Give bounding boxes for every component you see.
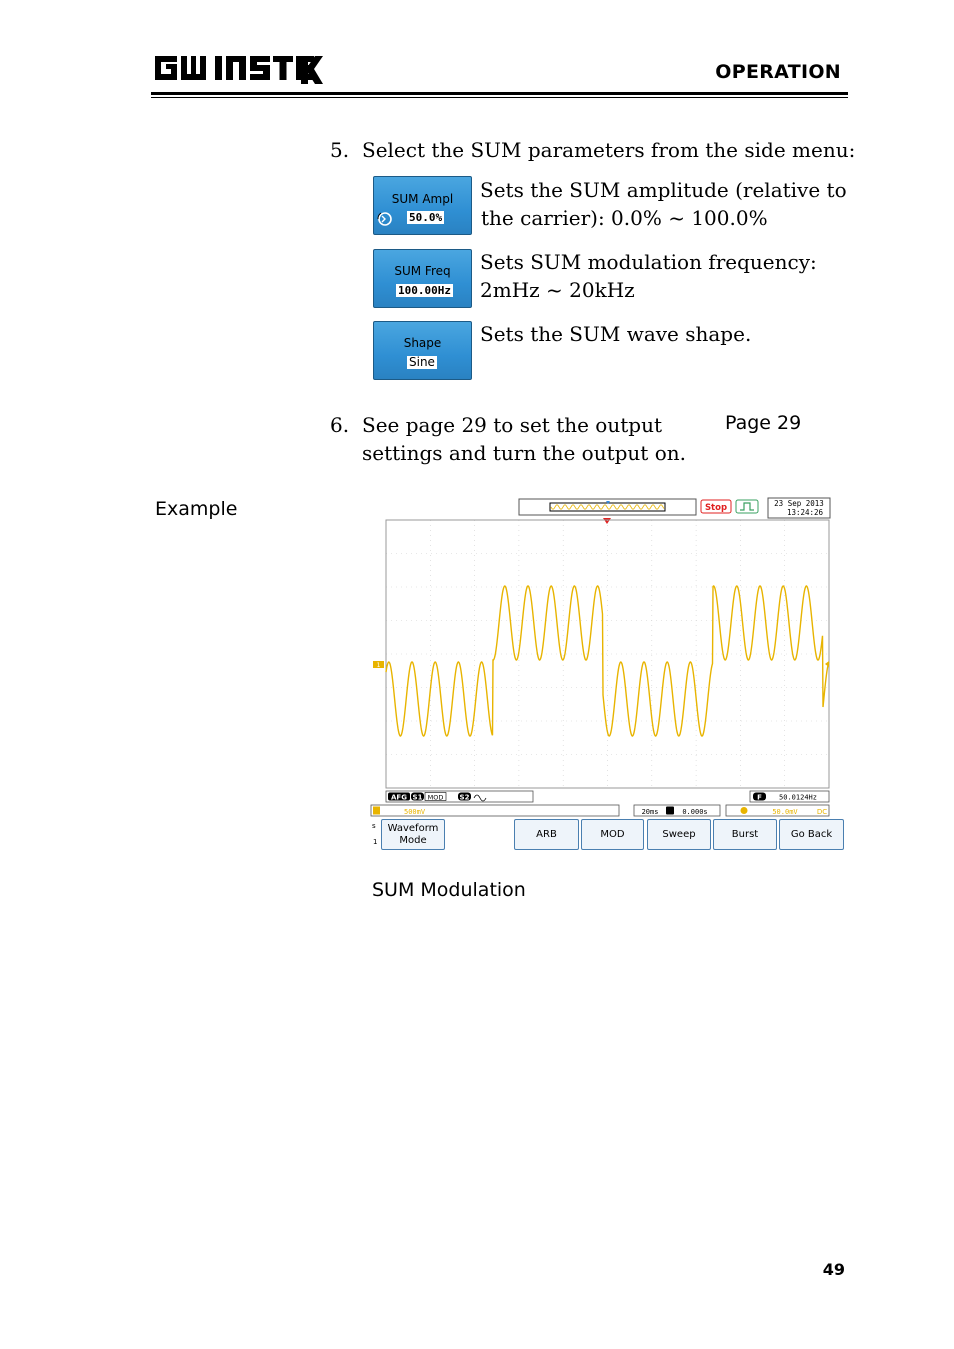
example-label: Example — [155, 498, 238, 520]
svg-text:DC: DC — [816, 808, 828, 816]
sum-ampl-value: 50.0% — [409, 211, 443, 224]
mod-button[interactable]: MOD — [581, 819, 644, 850]
shape-value: Sine — [409, 355, 435, 369]
sum-ampl-desc-1: Sets the SUM amplitude (relative to — [480, 178, 847, 202]
run-state-text: Stop — [704, 503, 728, 513]
timebase: 20ms — [641, 808, 659, 816]
shape-desc-1: Sets the SUM wave shape. — [480, 322, 752, 346]
ch1-scale: 500mV — [404, 808, 426, 816]
arb-button[interactable]: ARB — [514, 819, 579, 850]
gw-instek-logo — [153, 52, 323, 84]
horizontal-position: 0.000s — [682, 808, 708, 816]
shape-label: Shape — [403, 336, 442, 350]
sum-ampl-label: SUM Ampl — [391, 192, 454, 206]
section-title: OPERATION — [715, 61, 841, 83]
measured-frequency: 50.0124Hz — [779, 793, 817, 802]
trigger-icon — [736, 500, 758, 513]
variable-knob-icon — [377, 211, 393, 227]
step-6-line-2: settings and turn the output on. — [362, 441, 686, 465]
trigger-level: 50.0mV — [772, 808, 798, 816]
logo-k-glyph — [300, 56, 324, 84]
sum-ampl-softkey[interactable] — [373, 176, 472, 235]
page-number: 49 — [822, 1260, 845, 1279]
step-5-text: Select the SUM parameters from the side menu: — [362, 138, 856, 162]
figure-caption: SUM Modulation — [372, 879, 526, 901]
go-back-button[interactable]: Go Back — [779, 819, 844, 850]
sum-freq-softkey[interactable] — [373, 249, 472, 308]
svg-text:1: 1 — [376, 662, 381, 669]
mod-tag: MOD — [427, 793, 444, 802]
sum-freq-label: SUM Freq — [394, 264, 451, 278]
afg-channel-tag: S1 — [412, 793, 423, 802]
oscilloscope-screen — [370, 496, 846, 854]
waveform-mode-button[interactable]: Waveform Mode — [381, 819, 445, 850]
sweep-button[interactable]: Sweep — [647, 819, 711, 850]
svg-text:1: 1 — [373, 838, 378, 846]
sum-freq-desc-1: Sets SUM modulation frequency: — [480, 250, 817, 274]
step-6-number: 6. — [330, 413, 350, 437]
step-5-number: 5. — [330, 138, 350, 162]
sum-freq-desc-2: 2mHz ~ 20kHz — [480, 278, 635, 302]
step-6-line-1: See page 29 to set the output — [362, 413, 662, 437]
burst-button[interactable]: Burst — [713, 819, 777, 850]
shape-softkey[interactable] — [373, 321, 472, 380]
afg-tag: AFG — [391, 793, 407, 802]
s2-tag: S2 — [459, 793, 470, 802]
header-rule — [151, 92, 848, 95]
freq-tag: F — [757, 793, 762, 802]
scope-date: 23 Sep 2013 — [774, 499, 824, 508]
sum-freq-value: 100.00Hz — [398, 284, 451, 297]
header-rule-thin — [151, 97, 848, 98]
page-reference: Page 29 — [725, 412, 802, 434]
sum-ampl-desc-2: the carrier): 0.0% ~ 100.0% — [481, 206, 768, 230]
scope-time: 13:24:26 — [786, 508, 824, 517]
svg-text:s: s — [372, 822, 376, 830]
